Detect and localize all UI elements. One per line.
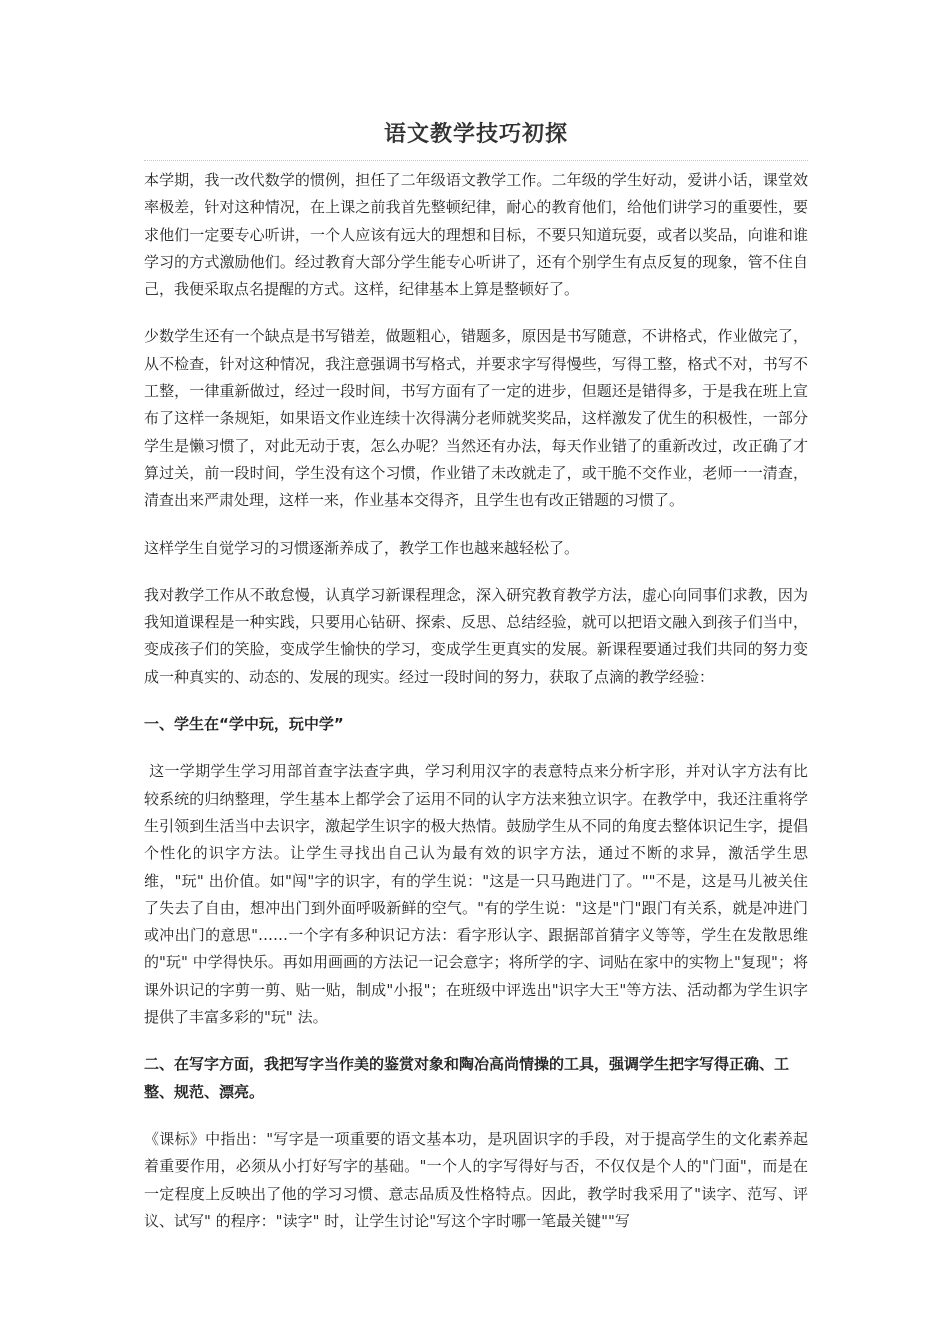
section-heading-2: 二、在写字方面，我把写字当作美的鉴赏对象和陶冶高尚情操的工具，强调学生把字写得正确、工整、规范、漂亮。 [144, 1055, 790, 1101]
title-divider [144, 160, 808, 161]
paragraph-3: 这样学生自觉学习的习惯逐渐养成了，教学工作也越来越轻松了。 [144, 538, 580, 557]
paragraph-5: 这一学期学生学习用部首查字法查字典，学习利用汉字的表意特点来分析字形，并对认字方法有比较系统的归纳整理，学生基本上都学会了运用不同的认字方法来独立识字。在教学中，我还注重将学生引领到生活当中去识字，激起学生识字的极大热情。鼓励学生从不同的角度去整体识记生字，提倡个性化的识字方法。让学生寻找出自己认为最有效的识字方法，通过不断的求异，激活学生思维，"玩" 出价值。如"闯"字的识字，有的学生说："这是一只马跑进门了。""不是，这是马儿被关住了失去了自由，想冲出门到外面呼吸新鲜的空气。"有的学生说："这是"门"跟门有关系，就是冲进门或冲出门的意思"……一个字有多种识记方法：看字形认字、跟据部首猜字义等等，学生在发散思维的"玩" 中学得快乐。再如用画画的方法记一记会意字；将所学的字、词贴在家中的实物上"复现"；将课外识记的字剪一剪、贴一贴，制成"小报"；在班级中评选出"识字大王"等方法、活动都为学生识字提供了丰富多彩的"玩" 法。 [144, 762, 808, 1027]
document-title: 语文教学技巧初探 [383, 121, 568, 147]
section-heading-1: 一、学生在“学中玩，玩中学” [144, 715, 344, 734]
paragraph-4: 我对教学工作从不敢怠慢，认真学习新课程理念，深入研究教育教学方法，虚心向同事们求教，因为我知道课程是一种实践，只要用心钻研、探索、反思、总结经验，就可以把语文融入到孩子们当中，变成孩子们的笑脸，变成学生愉快的学习，变成学生更真实的发展。新课程要通过我们共同的努力变成一种真实的、动态的、发展的现实。经过一段时间的努力，获取了点滴的教学经验： [144, 585, 808, 686]
document-page [144, 0, 808, 1255]
paragraph-1: 本学期，我一改代数学的惯例，担任了二年级语文教学工作。二年级的学生好动，爱讲小话，课堂效率极差，针对这种情况，在上课之前我首先整顿纪律，耐心的教育他们，给他们讲学习的重要性，要求他们一定要专心听讲，一个人应该有远大的理想和目标，不要只知道玩耍，或者以奖品，向谁和谁学习的方式激励他们。经过教育大部分学生能专心听讲了，还有个别学生有点反复的现象，管不住自己，我便采取点名提醒的方式。这样，纪律基本上算是整顿好了。 [144, 171, 808, 299]
paragraph-6: 《课标》中指出："写字是一项重要的语文基本功，是巩固识字的手段，对于提高学生的文化素养起着重要作用，必须从小打好写字的基础。"一个人的字写得好与否，不仅仅是个人的"门面"，而是在一定程度上反映出了他的学习习惯、意志品质及性格特点。因此，教学时我采用了"读字、范写、评议、试写" 的程序："读字" 时，让学生讨论"写这个字时哪一笔最关键""写 [144, 1129, 808, 1230]
paragraph-2: 少数学生还有一个缺点是书写错差，做题粗心，错题多，原因是书写随意，不讲格式，作业做完了，从不检查，针对这种情况，我注意强调书写格式，并要求字写得慢些，写得工整，格式不对，书写不工整，一律重新做过，经过一段时间，书写方面有了一定的进步，但题还是错得多，于是我在班上宣布了这样一条规矩，如果语文作业连续十次得满分老师就奖奖品，这样激发了优生的积极性，一部分学生是懒习惯了，对此无动于衷，怎么办呢？当然还有办法，每天作业错了的重新改过，改正确了才算过关，前一段时间，学生没有这个习惯，作业错了未改就走了，或干脆不交作业，老师一一清查，清查出来严肃处理，这样一来，作业基本交得齐，且学生也有改正错题的习惯了。 [144, 327, 808, 510]
